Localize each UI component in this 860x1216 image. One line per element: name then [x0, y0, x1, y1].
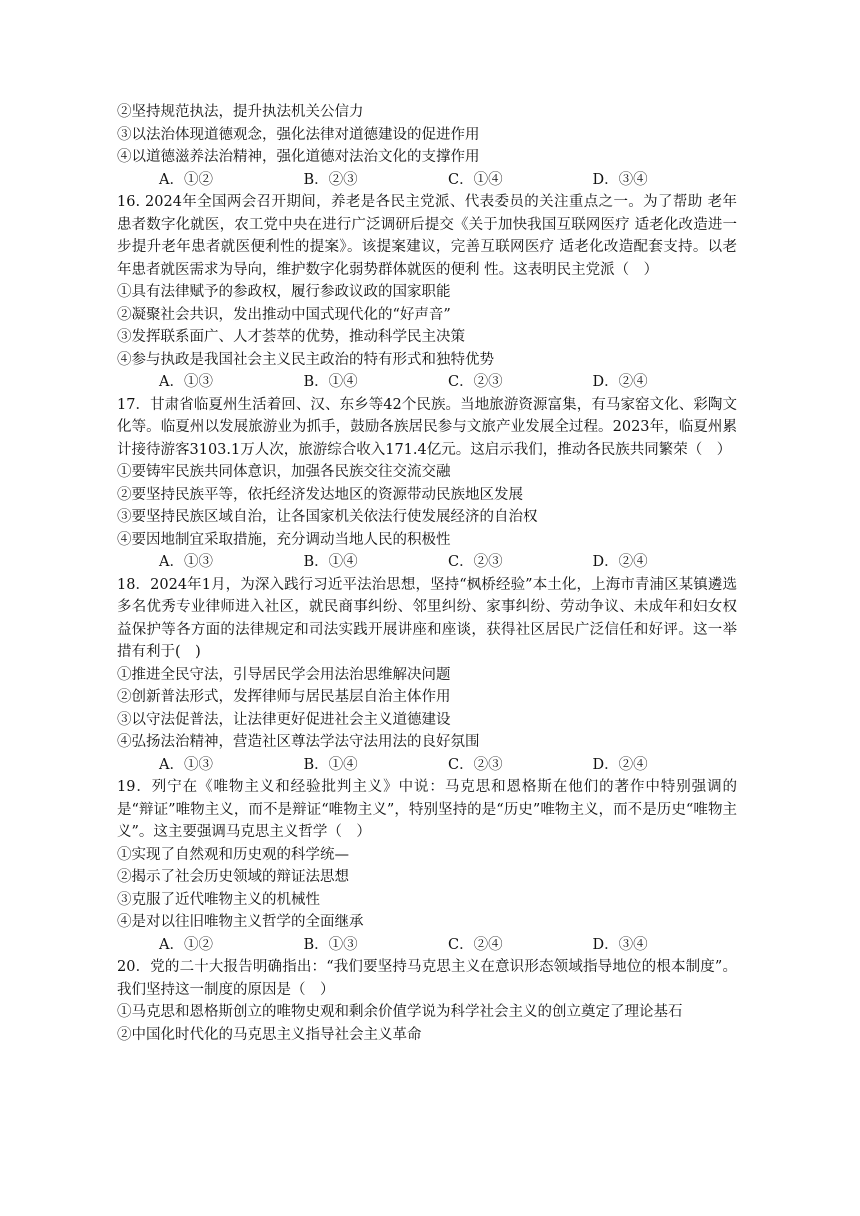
question-16	[117, 191, 737, 394]
option-b: B．①④	[303, 554, 358, 570]
answer-item: ②凝聚社会共识，发出推动中国式现代化的“好声音”	[117, 306, 451, 323]
answer-item: ②创新普法形式，发挥律师与居民基层自治主体作用	[117, 689, 451, 705]
question-stem: 17．甘肃省临夏州生活着回、汉、东乡等42个民族。当地旅游资源富集，有马家窑文化、彩陶文化等。临夏州以发展旅游业为抓手，鼓励各族居民参与文旅产业发展全过程。2023年，临夏州累计接待游客3103.1万人次，旅游综合收入171.4亿元。这启示我们，推动各民族共同繁荣（ ）	[117, 396, 737, 458]
answer-item: ③克服了近代唯物主义的机械性	[117, 891, 320, 908]
option-d: D．②④	[592, 756, 648, 773]
answer-item: ②要坚持民族平等，依托经济发达地区的资源带动民族地区发展	[117, 486, 523, 503]
question-options	[117, 934, 737, 957]
answer-item: ④要因地制宜采取措施，充分调动当地人民的积极性	[117, 531, 451, 548]
option-d: D．②④	[592, 554, 648, 570]
answer-item: ④以道德滋养法治精神，强化道德对法治文化的支撑作用	[117, 149, 480, 165]
question-options	[117, 371, 737, 394]
question-stem: 16. 2024年全国两会召开期间，养老是各民主党派、代表委员的关注重点之一。为了帮助 老年患者数字化就医，农工党中央在进行广泛调研后提交《关于加快我国互联网医疗 适老化改造进一步提升老年患者就医便利性的提案》。该提案建议，完善互联网医疗 适老化改造配套支持。以老年患者就医需求为导向，维护数字化弱势群体就医的便利 性。这表明民主党派（ ）	[117, 194, 737, 278]
option-b: B．②③	[303, 171, 358, 188]
option-a: A．①③	[159, 756, 213, 773]
answer-item: ①推进全民守法，引导居民学会用法治思维解决问题	[117, 666, 451, 683]
option-c: C．②③	[448, 756, 503, 773]
option-a: A．①③	[159, 374, 213, 390]
top-items	[117, 101, 737, 169]
option-d: D．②④	[592, 374, 648, 390]
option-b: B．①③	[303, 936, 358, 953]
option-b: B．①④	[303, 374, 358, 390]
answer-item: ②坚持规范执法，提升执法机关公信力	[117, 104, 364, 120]
option-b: B．①④	[303, 756, 358, 773]
option-c: C．②③	[448, 554, 503, 570]
top-options	[117, 169, 737, 192]
option-d: D．③④	[592, 171, 648, 188]
question-19	[117, 776, 737, 956]
option-a: A．①③	[159, 554, 213, 570]
answer-item: ②中国化时代化的马克思主义指导社会主义革命	[117, 1026, 422, 1043]
question-17	[117, 394, 737, 574]
question-18	[117, 574, 737, 777]
question-stem: 18．2024年1月，为深入践行习近平法治思想，坚持“枫桥经验”本土化，上海市青浦区某镇遴选多名优秀专业律师进入社区，就民商事纠纷、邻里纠纷、家事纠纷、劳动争议、未成年和妇女权益保护等各方面的法律规定和司法实践开展讲座和座谈，获得社区居民广泛信任和好评。这一举措有利于( )	[117, 576, 737, 660]
answer-item: ③以守法促普法，让法律更好促进社会主义道德建设	[117, 711, 451, 728]
exam-page	[117, 101, 737, 1046]
question-options	[117, 754, 737, 777]
answer-item: ③以法治体现道德观念，强化法律对道德建设的促进作用	[117, 126, 480, 143]
question-options	[117, 551, 737, 574]
question-stem: 20．党的二十大报告明确指出：“我们要坚持马克思主义在意识形态领域指导地位的根本制度”。我们坚持这一制度的原因是（ ）	[117, 959, 737, 998]
option-c: C．②③	[448, 374, 503, 390]
answer-item: ④参与执政是我国社会主义民主政治的特有形式和独特优势	[117, 351, 494, 368]
option-a: A．①②	[159, 171, 213, 188]
answer-item: ②揭示了社会历史领域的辩证法思想	[117, 869, 349, 885]
question-stem: 19．列宁在《唯物主义和经验批判主义》中说：马克思和恩格斯在他们的著作中特别强调的是“辩证”唯物主义，而不是辩证“唯物主义”，特别坚持的是“历史”唯物主义，而不是历史“唯物主义”。这主要强调马克思主义哲学（ ）	[117, 779, 737, 840]
answer-item: ①要铸牢民族共同体意识，加强各民族交往交流交融	[117, 464, 451, 480]
answer-item: ①具有法律赋予的参政权，履行参政议政的国家职能	[117, 284, 451, 300]
answer-item: ③要坚持民族区域自治，让各国家机关依法行使发展经济的自治权	[117, 509, 538, 525]
answer-item: ④是对以往旧唯物主义哲学的全面继承	[117, 914, 364, 930]
option-d: D．③④	[592, 936, 648, 953]
answer-item: ①马克思和恩格斯创立的唯物史观和剩余价值学说为科学社会主义的创立奠定了理论基石	[117, 1004, 683, 1020]
option-a: A．①②	[159, 936, 213, 953]
option-c: C．②④	[448, 936, 503, 953]
answer-item: ①实现了自然观和历史观的科学统—	[117, 846, 349, 863]
question-20	[117, 956, 737, 1046]
option-c: C．①④	[448, 171, 503, 188]
answer-item: ④弘扬法治精神，营造社区尊法学法守法用法的良好氛围	[117, 734, 480, 750]
answer-item: ③发挥联系面广、人才荟萃的优势，推动科学民主决策	[117, 329, 465, 345]
